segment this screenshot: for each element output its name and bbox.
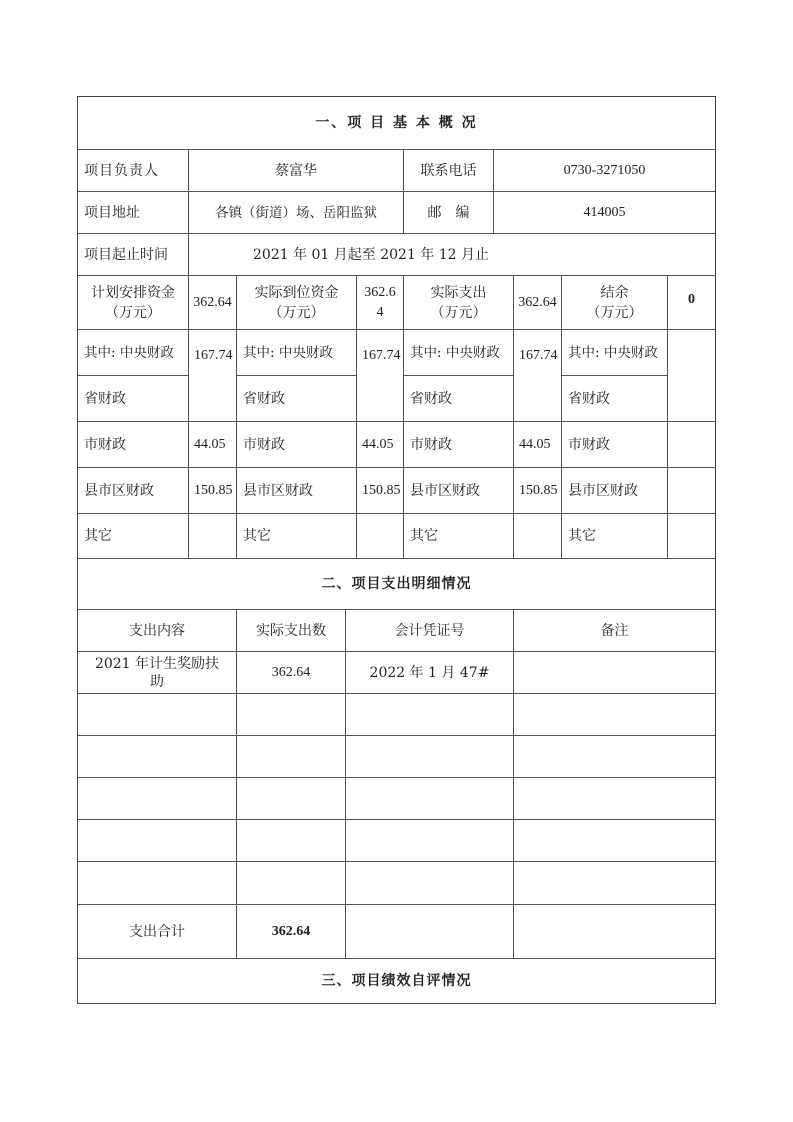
city-value-spent: 44.05 <box>514 422 562 468</box>
period-label: 项目起止时间 <box>78 234 189 276</box>
other-label-balance: 其它 <box>562 514 668 559</box>
city-balance-empty <box>668 422 715 468</box>
planned-funds-unit: （万元） <box>105 304 161 321</box>
empty-cell <box>514 862 715 905</box>
actual-spend-unit: （万元） <box>430 304 487 321</box>
other-balance-empty <box>668 514 715 559</box>
empty-cell <box>514 736 715 778</box>
empty-cell <box>346 694 514 736</box>
province-label-spent: 省财政 <box>404 376 514 422</box>
other-value-received <box>357 514 404 559</box>
other-label-planned: 其它 <box>78 514 189 559</box>
leader-label: 项目负责人 <box>78 150 189 192</box>
empty-cell <box>237 736 346 778</box>
empty-cell <box>78 778 237 820</box>
empty-cell <box>514 778 715 820</box>
empty-cell <box>237 862 346 905</box>
empty-cell <box>78 862 237 905</box>
received-funds-total: 362.64 <box>357 276 404 330</box>
col-header-voucher: 会计凭证号 <box>346 610 514 652</box>
leader-value: 蔡富华 <box>189 150 404 192</box>
expense-total-value: 362.64 <box>237 905 346 959</box>
empty-cell <box>237 694 346 736</box>
county-label-spent: 县市区财政 <box>404 468 514 514</box>
county-label-balance: 县市区财政 <box>562 468 668 514</box>
central-label-balance: 其中: 中央财政 <box>562 330 668 376</box>
received-funds-label: 实际到位资金 <box>254 284 339 301</box>
postcode-label: 邮 编 <box>404 192 494 234</box>
city-label-balance: 市财政 <box>562 422 668 468</box>
empty-cell <box>514 694 715 736</box>
actual-spend-label: 实际支出 <box>430 284 487 301</box>
address-value: 各镇（街道）场、岳阳监狱 <box>189 192 404 234</box>
balance-breakdown-empty <box>668 330 715 422</box>
empty-cell <box>346 905 514 959</box>
empty-cell <box>237 778 346 820</box>
empty-cell <box>346 778 514 820</box>
county-value-received: 150.85 <box>357 468 404 514</box>
county-value-planned: 150.85 <box>189 468 237 514</box>
project-form-table <box>77 96 716 1004</box>
county-value-spent: 150.85 <box>514 468 562 514</box>
actual-spend-total: 362.64 <box>514 276 562 330</box>
empty-cell <box>78 736 237 778</box>
col-header-note: 备注 <box>514 610 715 652</box>
postcode-value: 414005 <box>494 192 715 234</box>
section-title-basic-info: 一、项 目 基 本 概 况 <box>78 97 715 150</box>
expense-total-label: 支出合计 <box>78 905 237 959</box>
planned-funds-total: 362.64 <box>189 276 237 330</box>
city-label-received: 市财政 <box>237 422 357 468</box>
other-value-spent <box>514 514 562 559</box>
phone-value: 0730-3271050 <box>494 150 715 192</box>
central-label-received: 其中: 中央财政 <box>237 330 357 376</box>
county-label-received: 县市区财政 <box>237 468 357 514</box>
central-label-planned: 其中: 中央财政 <box>78 330 189 376</box>
col-header-content: 支出内容 <box>78 610 237 652</box>
empty-cell <box>514 905 715 959</box>
province-label-balance: 省财政 <box>562 376 668 422</box>
empty-cell <box>346 820 514 862</box>
planned-funds-label: 计划安排资金 <box>91 284 175 301</box>
county-balance-empty <box>668 468 715 514</box>
central-value-spent: 167.74 <box>514 330 562 422</box>
other-label-received: 其它 <box>237 514 357 559</box>
section-title-expense-details: 二、项目支出明细情况 <box>78 559 715 610</box>
county-label-planned: 县市区财政 <box>78 468 189 514</box>
address-label: 项目地址 <box>78 192 189 234</box>
balance-label: 结余 <box>600 284 629 301</box>
empty-cell <box>78 820 237 862</box>
planned-funds-header <box>78 276 189 330</box>
col-header-amount: 实际支出数 <box>237 610 346 652</box>
balance-header <box>562 276 668 330</box>
phone-label: 联系电话 <box>404 150 494 192</box>
actual-spend-header <box>404 276 514 330</box>
city-value-received: 44.05 <box>357 422 404 468</box>
expense-row-note <box>514 652 715 694</box>
received-funds-unit: （万元） <box>268 304 325 321</box>
city-label-planned: 市财政 <box>78 422 189 468</box>
expense-row-content: 2021 年计生奖励扶助 <box>78 652 237 694</box>
city-label-spent: 市财政 <box>404 422 514 468</box>
empty-cell <box>346 862 514 905</box>
other-value-planned <box>189 514 237 559</box>
expense-row-voucher: 2022 年 1 月 47# <box>346 652 514 694</box>
other-label-spent: 其它 <box>404 514 514 559</box>
empty-cell <box>346 736 514 778</box>
central-label-spent: 其中: 中央财政 <box>404 330 514 376</box>
empty-cell <box>78 694 237 736</box>
central-value-planned: 167.74 <box>189 330 237 422</box>
received-funds-header <box>237 276 357 330</box>
empty-cell <box>237 820 346 862</box>
city-value-planned: 44.05 <box>189 422 237 468</box>
balance-unit: （万元） <box>586 304 643 321</box>
section-title-performance-review: 三、项目绩效自评情况 <box>321 973 472 989</box>
expense-row-amount: 362.64 <box>237 652 346 694</box>
central-value-received: 167.74 <box>357 330 404 422</box>
period-value: 2021 年 01 月起至 2021 年 12 月止 <box>189 234 715 276</box>
balance-total: 0 <box>668 276 715 330</box>
province-label-received: 省财政 <box>237 376 357 422</box>
empty-cell <box>514 820 715 862</box>
province-label-planned: 省财政 <box>78 376 189 422</box>
